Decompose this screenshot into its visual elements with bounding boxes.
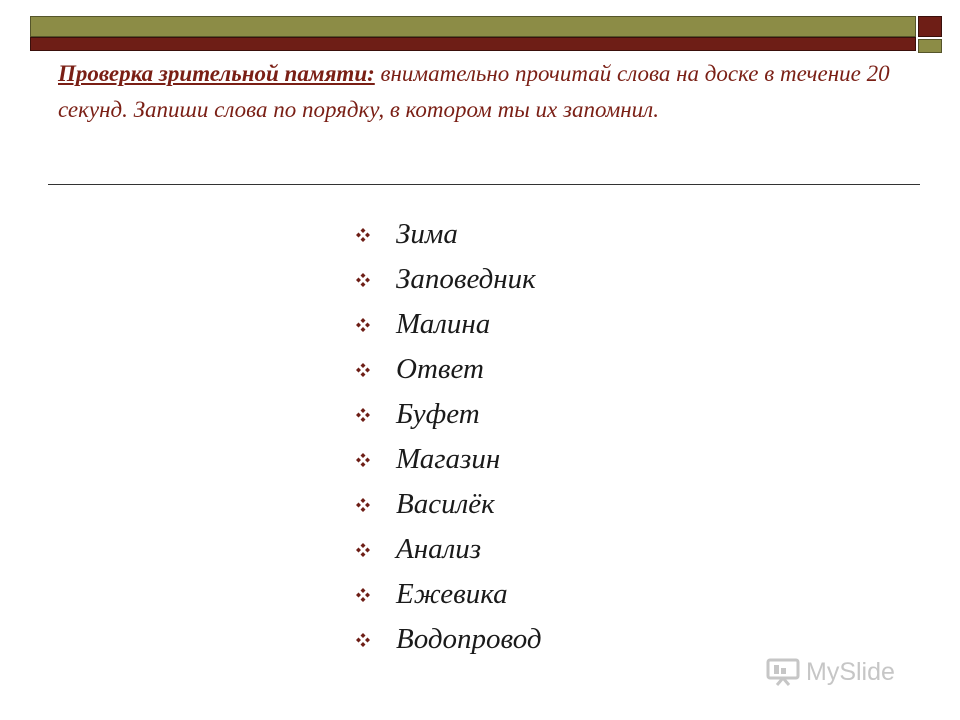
four-diamond-bullet-icon [356, 408, 370, 422]
list-item [356, 437, 542, 482]
four-diamond-bullet-icon [356, 453, 370, 467]
four-diamond-bullet-icon [356, 633, 370, 647]
four-diamond-bullet-icon [356, 318, 370, 332]
four-diamond-bullet-icon [356, 363, 370, 377]
slide-instruction: внимательно прочитай слова на доске в течение 20 секунд. Запиши слова по порядку, в котором ты их запомнил. [58, 61, 890, 122]
list-item [356, 392, 542, 437]
presentation-screen-icon [766, 658, 800, 686]
list-item [356, 257, 542, 302]
list-item [356, 347, 542, 392]
four-diamond-bullet-icon [356, 543, 370, 557]
word-text: Малина [396, 308, 491, 340]
header-corner-square-top [918, 16, 942, 37]
watermark-text: MySlide [806, 657, 895, 686]
slide-heading: Проверка зрительной памяти: [58, 61, 375, 86]
word-text: Водопровод [396, 623, 542, 655]
list-item [356, 482, 542, 527]
four-diamond-bullet-icon [356, 273, 370, 287]
word-text: Ответ [396, 353, 484, 385]
four-diamond-bullet-icon [356, 228, 370, 242]
four-diamond-bullet-icon [356, 498, 370, 512]
header-decoration-bar [30, 16, 916, 51]
list-item [356, 527, 542, 572]
word-text: Василёк [396, 488, 495, 520]
slide-title [58, 56, 928, 128]
word-list [356, 212, 542, 662]
list-item [356, 302, 542, 347]
list-item [356, 617, 542, 662]
title-divider [48, 184, 920, 185]
word-text: Заповедник [396, 263, 536, 295]
word-text: Буфет [396, 398, 480, 430]
list-item [356, 572, 542, 617]
word-text: Ежевика [396, 578, 508, 610]
word-text: Магазин [396, 443, 501, 475]
word-text: Анализ [396, 533, 482, 565]
header-dark-stripe [30, 37, 916, 51]
myslide-watermark [766, 656, 895, 688]
header-olive-stripe [30, 16, 916, 37]
word-text: Зима [396, 218, 458, 250]
list-item [356, 212, 542, 257]
four-diamond-bullet-icon [356, 588, 370, 602]
header-corner-square-bottom [918, 39, 942, 53]
